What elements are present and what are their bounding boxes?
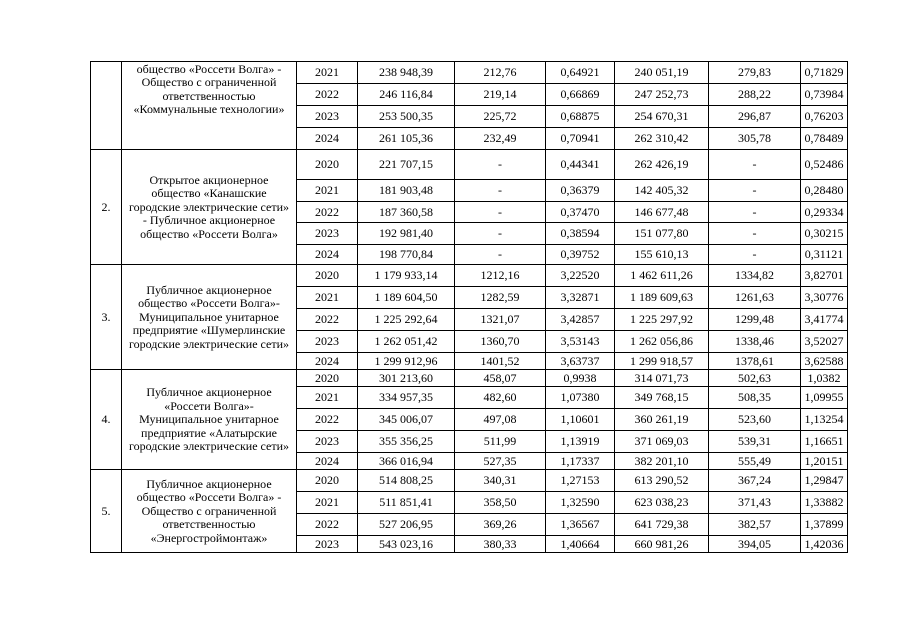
organization-name: Публичное акционерное общество «Россети Волга»- Муниципальное унитарное предприятие «Шумерлинские городские электрические сети»: [122, 265, 297, 370]
total-value-b-cell: 1 225 297,92: [615, 309, 709, 331]
organization-name: Открытое акционерное общество «Канашские городские электрические сети» - Публичное акционерное общество «Россети Волга»: [122, 150, 297, 265]
year-cell: 2023: [297, 536, 358, 553]
rate-a-cell: 225,72: [455, 106, 546, 128]
coef-a-cell: 0,68875: [546, 106, 615, 128]
total-value-a-cell: 261 105,36: [358, 128, 455, 150]
coef-b-cell: 0,71829: [801, 62, 848, 84]
coef-a-cell: 0,9938: [546, 370, 615, 387]
rate-a-cell: 1401,52: [455, 353, 546, 370]
total-value-b-cell: 254 670,31: [615, 106, 709, 128]
year-cell: 2022: [297, 84, 358, 106]
table-row: [91, 370, 848, 387]
coef-b-cell: 0,30215: [801, 223, 848, 245]
coef-b-cell: 1,0382: [801, 370, 848, 387]
table-row: [91, 62, 848, 84]
total-value-a-cell: 198 770,84: [358, 245, 455, 265]
rate-b-cell: 371,43: [709, 492, 801, 514]
coef-b-cell: 0,31121: [801, 245, 848, 265]
coef-b-cell: 1,33882: [801, 492, 848, 514]
total-value-a-cell: 181 903,48: [358, 180, 455, 202]
rate-b-cell: 502,63: [709, 370, 801, 387]
total-value-b-cell: 262 426,19: [615, 150, 709, 180]
rate-a-cell: -: [455, 245, 546, 265]
year-cell: 2021: [297, 387, 358, 409]
coef-a-cell: 3,22520: [546, 265, 615, 287]
coef-b-cell: 1,20151: [801, 453, 848, 470]
total-value-a-cell: 345 006,07: [358, 409, 455, 431]
rate-b-cell: 394,05: [709, 536, 801, 553]
rate-a-cell: 511,99: [455, 431, 546, 453]
organization-name: Публичное акционерное «Россети Волга»- Муниципальное унитарное предприятие «Алатырские городские электрические сети»: [122, 370, 297, 470]
year-cell: 2022: [297, 202, 358, 223]
rate-a-cell: -: [455, 150, 546, 180]
coef-b-cell: 1,13254: [801, 409, 848, 431]
coef-b-cell: 0,52486: [801, 150, 848, 180]
total-value-a-cell: 543 023,16: [358, 536, 455, 553]
total-value-a-cell: 366 016,94: [358, 453, 455, 470]
total-value-a-cell: 246 116,84: [358, 84, 455, 106]
coef-b-cell: 1,09955: [801, 387, 848, 409]
total-value-a-cell: 187 360,58: [358, 202, 455, 223]
year-cell: 2020: [297, 150, 358, 180]
rate-a-cell: 358,50: [455, 492, 546, 514]
row-number: 2.: [91, 150, 122, 265]
year-cell: 2020: [297, 470, 358, 492]
total-value-a-cell: 511 851,41: [358, 492, 455, 514]
year-cell: 2020: [297, 265, 358, 287]
total-value-a-cell: 527 206,95: [358, 514, 455, 536]
rate-a-cell: 1282,59: [455, 287, 546, 309]
year-cell: 2023: [297, 223, 358, 245]
coef-a-cell: 0,39752: [546, 245, 615, 265]
total-value-a-cell: 355 356,25: [358, 431, 455, 453]
coef-b-cell: 1,42036: [801, 536, 848, 553]
rate-a-cell: 1360,70: [455, 331, 546, 353]
coef-a-cell: 3,32871: [546, 287, 615, 309]
total-value-b-cell: 240 051,19: [615, 62, 709, 84]
coef-a-cell: 1,32590: [546, 492, 615, 514]
rate-b-cell: 279,83: [709, 62, 801, 84]
row-number: 5.: [91, 470, 122, 553]
rate-b-cell: 1378,61: [709, 353, 801, 370]
year-cell: 2022: [297, 514, 358, 536]
row-number: [91, 62, 122, 150]
total-value-b-cell: 371 069,03: [615, 431, 709, 453]
coef-b-cell: 3,52027: [801, 331, 848, 353]
coef-b-cell: 3,41774: [801, 309, 848, 331]
coef-a-cell: 0,38594: [546, 223, 615, 245]
rate-b-cell: 1261,63: [709, 287, 801, 309]
coef-a-cell: 1,36567: [546, 514, 615, 536]
coef-a-cell: 1,13919: [546, 431, 615, 453]
rate-b-cell: 1334,82: [709, 265, 801, 287]
rate-a-cell: -: [455, 180, 546, 202]
rate-a-cell: 1321,07: [455, 309, 546, 331]
total-value-b-cell: 641 729,38: [615, 514, 709, 536]
rate-a-cell: 482,60: [455, 387, 546, 409]
rate-b-cell: 288,22: [709, 84, 801, 106]
rate-a-cell: 527,35: [455, 453, 546, 470]
coef-a-cell: 0,36379: [546, 180, 615, 202]
year-cell: 2022: [297, 309, 358, 331]
total-value-b-cell: 660 981,26: [615, 536, 709, 553]
coef-a-cell: 3,42857: [546, 309, 615, 331]
total-value-a-cell: 238 948,39: [358, 62, 455, 84]
year-cell: 2024: [297, 453, 358, 470]
organization-name: общество «Россети Волга» - Общество с ограниченной ответственностью «Коммунальные технологии»: [122, 62, 297, 150]
total-value-b-cell: 247 252,73: [615, 84, 709, 106]
rate-a-cell: -: [455, 202, 546, 223]
coef-a-cell: 1,07380: [546, 387, 615, 409]
rate-b-cell: 305,78: [709, 128, 801, 150]
year-cell: 2024: [297, 245, 358, 265]
total-value-b-cell: 1 299 918,57: [615, 353, 709, 370]
coef-b-cell: 0,78489: [801, 128, 848, 150]
coef-a-cell: 3,63737: [546, 353, 615, 370]
coef-a-cell: 3,53143: [546, 331, 615, 353]
total-value-b-cell: 151 077,80: [615, 223, 709, 245]
total-value-b-cell: 349 768,15: [615, 387, 709, 409]
total-value-b-cell: 613 290,52: [615, 470, 709, 492]
coef-b-cell: 0,73984: [801, 84, 848, 106]
year-cell: 2023: [297, 431, 358, 453]
rate-a-cell: 369,26: [455, 514, 546, 536]
coef-b-cell: 3,82701: [801, 265, 848, 287]
rate-b-cell: 367,24: [709, 470, 801, 492]
coef-a-cell: 0,70941: [546, 128, 615, 150]
rate-b-cell: 1299,48: [709, 309, 801, 331]
organization-name: Публичное акционерное общество «Россети Волга» - Общество с ограниченной ответственностью «Энергостроймонтаж»: [122, 470, 297, 553]
total-value-a-cell: 1 225 292,64: [358, 309, 455, 331]
year-cell: 2024: [297, 128, 358, 150]
rate-a-cell: -: [455, 223, 546, 245]
coef-a-cell: 0,64921: [546, 62, 615, 84]
total-value-b-cell: 1 462 611,26: [615, 265, 709, 287]
total-value-a-cell: 1 299 912,96: [358, 353, 455, 370]
year-cell: 2024: [297, 353, 358, 370]
total-value-b-cell: 623 038,23: [615, 492, 709, 514]
rate-a-cell: 458,07: [455, 370, 546, 387]
total-value-b-cell: 360 261,19: [615, 409, 709, 431]
coef-b-cell: 0,29334: [801, 202, 848, 223]
rate-b-cell: 555,49: [709, 453, 801, 470]
year-cell: 2023: [297, 331, 358, 353]
coef-a-cell: 1,10601: [546, 409, 615, 431]
coef-b-cell: 1,37899: [801, 514, 848, 536]
rate-a-cell: 497,08: [455, 409, 546, 431]
total-value-b-cell: 155 610,13: [615, 245, 709, 265]
coef-b-cell: 1,16651: [801, 431, 848, 453]
coef-b-cell: 0,28480: [801, 180, 848, 202]
coef-a-cell: 1,40664: [546, 536, 615, 553]
coef-a-cell: 0,66869: [546, 84, 615, 106]
rate-a-cell: 212,76: [455, 62, 546, 84]
total-value-a-cell: 253 500,35: [358, 106, 455, 128]
rate-a-cell: 219,14: [455, 84, 546, 106]
coef-a-cell: 0,37470: [546, 202, 615, 223]
tariff-table: [90, 61, 848, 553]
table-body: [91, 62, 848, 553]
coef-b-cell: 3,62588: [801, 353, 848, 370]
rate-a-cell: 380,33: [455, 536, 546, 553]
rate-a-cell: 340,31: [455, 470, 546, 492]
rate-b-cell: -: [709, 202, 801, 223]
total-value-a-cell: 514 808,25: [358, 470, 455, 492]
rate-b-cell: 1338,46: [709, 331, 801, 353]
rate-b-cell: 539,31: [709, 431, 801, 453]
row-number: 3.: [91, 265, 122, 370]
rate-b-cell: 523,60: [709, 409, 801, 431]
total-value-a-cell: 1 179 933,14: [358, 265, 455, 287]
total-value-b-cell: 382 201,10: [615, 453, 709, 470]
total-value-a-cell: 192 981,40: [358, 223, 455, 245]
total-value-b-cell: 1 189 609,63: [615, 287, 709, 309]
rate-b-cell: -: [709, 223, 801, 245]
total-value-a-cell: 301 213,60: [358, 370, 455, 387]
year-cell: 2022: [297, 409, 358, 431]
table-row: [91, 470, 848, 492]
rate-a-cell: 232,49: [455, 128, 546, 150]
year-cell: 2021: [297, 62, 358, 84]
coef-b-cell: 3,30776: [801, 287, 848, 309]
coef-b-cell: 1,29847: [801, 470, 848, 492]
row-number: 4.: [91, 370, 122, 470]
table-row: [91, 265, 848, 287]
total-value-a-cell: 334 957,35: [358, 387, 455, 409]
total-value-b-cell: 146 677,48: [615, 202, 709, 223]
total-value-a-cell: 221 707,15: [358, 150, 455, 180]
year-cell: 2021: [297, 180, 358, 202]
year-cell: 2021: [297, 287, 358, 309]
year-cell: 2021: [297, 492, 358, 514]
rate-b-cell: -: [709, 180, 801, 202]
rate-b-cell: -: [709, 245, 801, 265]
total-value-a-cell: 1 189 604,50: [358, 287, 455, 309]
coef-b-cell: 0,76203: [801, 106, 848, 128]
rate-b-cell: 508,35: [709, 387, 801, 409]
rate-b-cell: 296,87: [709, 106, 801, 128]
total-value-b-cell: 1 262 056,86: [615, 331, 709, 353]
coef-a-cell: 1,17337: [546, 453, 615, 470]
year-cell: 2023: [297, 106, 358, 128]
rate-b-cell: 382,57: [709, 514, 801, 536]
rate-a-cell: 1212,16: [455, 265, 546, 287]
coef-a-cell: 1,27153: [546, 470, 615, 492]
total-value-b-cell: 314 071,73: [615, 370, 709, 387]
rate-b-cell: -: [709, 150, 801, 180]
table-row: [91, 150, 848, 180]
total-value-a-cell: 1 262 051,42: [358, 331, 455, 353]
year-cell: 2020: [297, 370, 358, 387]
coef-a-cell: 0,44341: [546, 150, 615, 180]
total-value-b-cell: 142 405,32: [615, 180, 709, 202]
total-value-b-cell: 262 310,42: [615, 128, 709, 150]
